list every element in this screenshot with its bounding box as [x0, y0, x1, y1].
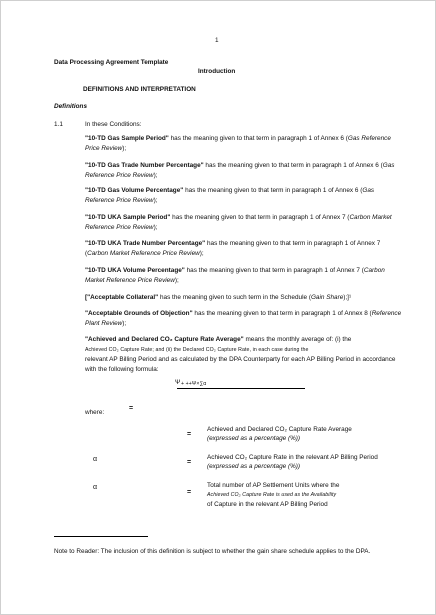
- equals-sign: =: [187, 431, 192, 438]
- where-item: Total number of AP Settlement Units where the Achieved CO₂ Capture Rate is used as the Availability of Capture in the relevant AP Billing Period: [207, 482, 340, 509]
- introduction-heading: Introduction: [198, 68, 236, 75]
- definition-achieved: "Achieved and Declared CO₂ Capture Rate Average" means the monthly average of: (i) the Achieved CO₂ Capture Rate; and (ii) the Declared CO₂ Capture Rate, in each case during the relevant AP Billing Period and as calculated by the DPA Counterparty for each AP Billing Period in accordance with the following formula:: [85, 336, 396, 373]
- definitions-heading: Definitions: [54, 103, 88, 110]
- footnote-text: Note to Reader: The inclusion of this definition is subject to whether the gain share schedule applies to the DPA.: [54, 548, 371, 555]
- formula-rhs: + ++Ψ×∑α: [181, 381, 207, 387]
- document-title: Data Processing Agreement Template: [54, 59, 169, 66]
- clause-intro: In these Conditions:: [85, 121, 142, 128]
- definition-item: "10-TD UKA Trade Number Percentage" has the meaning given to that term in paragraph 1 of Annex 7 (Carbon Market Reference Price Review);: [85, 240, 381, 257]
- page-number: 1: [215, 37, 219, 44]
- where-label: where:: [85, 409, 105, 416]
- symbol-alpha: α: [93, 456, 98, 463]
- where-item: Achieved CO₂ Capture Rate in the relevant AP Billing Period (expressed as a percentage (%)): [207, 454, 378, 471]
- footnote-separator: [54, 536, 148, 537]
- symbol-alpha: α: [93, 484, 98, 491]
- equals-sign: =: [187, 459, 192, 466]
- definition-item: "10-TD Gas Trade Number Percentage" has the meaning given to that term in paragraph 1 of Annex 6 (Gas Reference Price Review);: [85, 162, 395, 179]
- definition-item: "Acceptable Grounds of Objection" has the meaning given to that term in paragraph 1 of Annex 8 (Reference Plant Review);: [85, 310, 402, 327]
- formula-rule: [177, 388, 305, 389]
- definition-item: "10-TD UKA Sample Period" has the meaning given to that term in paragraph 1 of Annex 7 (Carbon Market Reference Price Review);: [85, 214, 392, 231]
- equals-sign: =: [187, 489, 192, 496]
- clause-number: 1.1: [54, 121, 63, 128]
- definition-item: ["Acceptable Collateral" has the meaning given to such term in the Schedule (Gain Share);]¹: [85, 294, 352, 301]
- definition-item: "10-TD Gas Sample Period" has the meaning given to that term in paragraph 1 of Annex 6 (Gas Reference Price Review);: [85, 135, 391, 152]
- definition-item: "10-TD UKA Volume Percentage" has the meaning given to that term in paragraph 1 of Annex 7 (Carbon Market Reference Price Review);: [85, 267, 385, 284]
- where-item: Achieved and Declared CO₂ Capture Rate Average (expressed as a percentage (%)): [207, 426, 352, 443]
- formula-lhs: Ψ: [175, 379, 181, 386]
- section-heading: DEFINITIONS AND INTERPRETATION: [83, 86, 196, 93]
- equals-sign: =: [129, 405, 134, 412]
- definition-item: "10-TD Gas Volume Percentage" has the meaning given to that term in paragraph 1 of Annex 6 (Gas Reference Price Review);: [85, 187, 375, 204]
